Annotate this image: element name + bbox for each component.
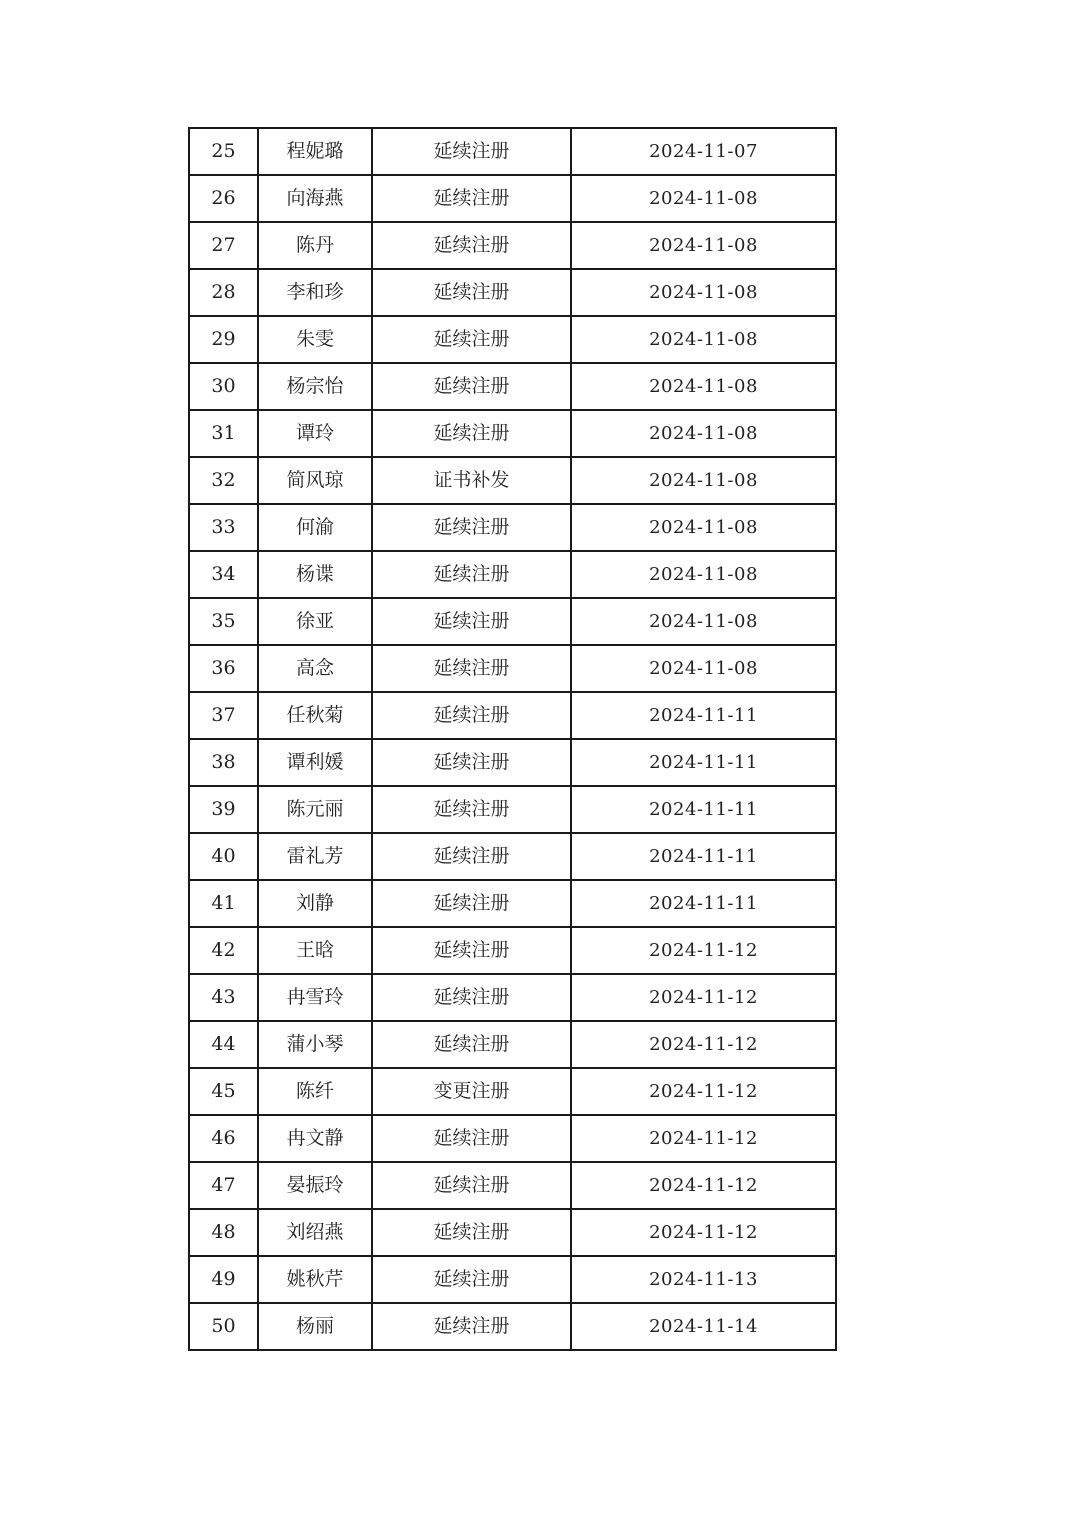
name-cell: 朱雯 <box>258 316 372 363</box>
registration-type-cell: 延续注册 <box>372 504 571 551</box>
date-cell: 2024-11-08 <box>571 222 836 269</box>
table-row <box>189 1209 836 1256</box>
registration-type-cell: 延续注册 <box>372 692 571 739</box>
table-row <box>189 457 836 504</box>
row-number-cell: 26 <box>189 175 258 222</box>
table-row <box>189 504 836 551</box>
row-number-cell: 37 <box>189 692 258 739</box>
date-cell: 2024-11-08 <box>571 316 836 363</box>
registration-type-cell: 延续注册 <box>372 833 571 880</box>
name-cell: 陈纤 <box>258 1068 372 1115</box>
row-number-cell: 30 <box>189 363 258 410</box>
table-row <box>189 692 836 739</box>
date-cell: 2024-11-12 <box>571 1209 836 1256</box>
date-cell: 2024-11-11 <box>571 739 836 786</box>
registration-type-cell: 延续注册 <box>372 645 571 692</box>
row-number-cell: 28 <box>189 269 258 316</box>
table-row <box>189 1256 836 1303</box>
date-cell: 2024-11-08 <box>571 504 836 551</box>
date-cell: 2024-11-07 <box>571 128 836 175</box>
row-number-cell: 44 <box>189 1021 258 1068</box>
table-row <box>189 880 836 927</box>
date-cell: 2024-11-11 <box>571 833 836 880</box>
row-number-cell: 38 <box>189 739 258 786</box>
name-cell: 蒲小琴 <box>258 1021 372 1068</box>
row-number-cell: 27 <box>189 222 258 269</box>
row-number-cell: 49 <box>189 1256 258 1303</box>
row-number-cell: 33 <box>189 504 258 551</box>
row-number-cell: 36 <box>189 645 258 692</box>
name-cell: 王晗 <box>258 927 372 974</box>
row-number-cell: 41 <box>189 880 258 927</box>
table-row <box>189 175 836 222</box>
row-number-cell: 34 <box>189 551 258 598</box>
registration-type-cell: 延续注册 <box>372 1162 571 1209</box>
registration-type-cell: 延续注册 <box>372 598 571 645</box>
registration-type-cell: 变更注册 <box>372 1068 571 1115</box>
table-row <box>189 927 836 974</box>
date-cell: 2024-11-12 <box>571 1115 836 1162</box>
registration-type-cell: 延续注册 <box>372 1303 571 1350</box>
name-cell: 杨丽 <box>258 1303 372 1350</box>
registration-type-cell: 延续注册 <box>372 551 571 598</box>
name-cell: 杨宗怡 <box>258 363 372 410</box>
name-cell: 谭玲 <box>258 410 372 457</box>
registration-type-cell: 延续注册 <box>372 269 571 316</box>
row-number-cell: 46 <box>189 1115 258 1162</box>
registration-type-cell: 证书补发 <box>372 457 571 504</box>
table-row <box>189 222 836 269</box>
date-cell: 2024-11-12 <box>571 1068 836 1115</box>
registration-type-cell: 延续注册 <box>372 128 571 175</box>
name-cell: 任秋菊 <box>258 692 372 739</box>
row-number-cell: 42 <box>189 927 258 974</box>
table-row <box>189 269 836 316</box>
date-cell: 2024-11-08 <box>571 410 836 457</box>
name-cell: 徐亚 <box>258 598 372 645</box>
date-cell: 2024-11-11 <box>571 786 836 833</box>
table-row <box>189 551 836 598</box>
row-number-cell: 43 <box>189 974 258 1021</box>
registration-type-cell: 延续注册 <box>372 880 571 927</box>
date-cell: 2024-11-08 <box>571 457 836 504</box>
name-cell: 晏振玲 <box>258 1162 372 1209</box>
name-cell: 杨谍 <box>258 551 372 598</box>
name-cell: 高念 <box>258 645 372 692</box>
date-cell: 2024-11-12 <box>571 927 836 974</box>
name-cell: 向海燕 <box>258 175 372 222</box>
date-cell: 2024-11-11 <box>571 880 836 927</box>
registration-type-cell: 延续注册 <box>372 175 571 222</box>
row-number-cell: 32 <box>189 457 258 504</box>
name-cell: 陈元丽 <box>258 786 372 833</box>
name-cell: 冉雪玲 <box>258 974 372 1021</box>
name-cell: 刘静 <box>258 880 372 927</box>
row-number-cell: 31 <box>189 410 258 457</box>
name-cell: 冉文静 <box>258 1115 372 1162</box>
registration-type-cell: 延续注册 <box>372 1209 571 1256</box>
row-number-cell: 35 <box>189 598 258 645</box>
date-cell: 2024-11-08 <box>571 645 836 692</box>
date-cell: 2024-11-14 <box>571 1303 836 1350</box>
table-row <box>189 128 836 175</box>
registration-type-cell: 延续注册 <box>372 316 571 363</box>
table-row <box>189 833 836 880</box>
registration-type-cell: 延续注册 <box>372 739 571 786</box>
date-cell: 2024-11-08 <box>571 551 836 598</box>
row-number-cell: 29 <box>189 316 258 363</box>
registration-type-cell: 延续注册 <box>372 927 571 974</box>
name-cell: 简风琼 <box>258 457 372 504</box>
table-row <box>189 1162 836 1209</box>
table-row <box>189 1115 836 1162</box>
table-row <box>189 739 836 786</box>
registration-type-cell: 延续注册 <box>372 1021 571 1068</box>
registration-type-cell: 延续注册 <box>372 363 571 410</box>
date-cell: 2024-11-12 <box>571 1021 836 1068</box>
registration-type-cell: 延续注册 <box>372 1115 571 1162</box>
name-cell: 刘绍燕 <box>258 1209 372 1256</box>
date-cell: 2024-11-08 <box>571 269 836 316</box>
date-cell: 2024-11-08 <box>571 363 836 410</box>
row-number-cell: 47 <box>189 1162 258 1209</box>
table-row <box>189 645 836 692</box>
date-cell: 2024-11-08 <box>571 175 836 222</box>
row-number-cell: 25 <box>189 128 258 175</box>
date-cell: 2024-11-12 <box>571 974 836 1021</box>
table-row <box>189 363 836 410</box>
registration-table <box>188 127 837 1351</box>
date-cell: 2024-11-11 <box>571 692 836 739</box>
name-cell: 姚秋芹 <box>258 1256 372 1303</box>
table-row <box>189 598 836 645</box>
registration-type-cell: 延续注册 <box>372 410 571 457</box>
date-cell: 2024-11-13 <box>571 1256 836 1303</box>
table-row <box>189 316 836 363</box>
table-row <box>189 1303 836 1350</box>
registration-table-body <box>189 128 836 1350</box>
registration-type-cell: 延续注册 <box>372 1256 571 1303</box>
row-number-cell: 39 <box>189 786 258 833</box>
row-number-cell: 40 <box>189 833 258 880</box>
registration-type-cell: 延续注册 <box>372 974 571 1021</box>
table-row <box>189 1068 836 1115</box>
date-cell: 2024-11-12 <box>571 1162 836 1209</box>
name-cell: 雷礼芳 <box>258 833 372 880</box>
name-cell: 李和珍 <box>258 269 372 316</box>
table-row <box>189 974 836 1021</box>
name-cell: 程妮璐 <box>258 128 372 175</box>
registration-type-cell: 延续注册 <box>372 222 571 269</box>
row-number-cell: 45 <box>189 1068 258 1115</box>
row-number-cell: 48 <box>189 1209 258 1256</box>
name-cell: 何渝 <box>258 504 372 551</box>
date-cell: 2024-11-08 <box>571 598 836 645</box>
name-cell: 陈丹 <box>258 222 372 269</box>
name-cell: 谭利媛 <box>258 739 372 786</box>
table-row <box>189 786 836 833</box>
table-row <box>189 410 836 457</box>
registration-type-cell: 延续注册 <box>372 786 571 833</box>
row-number-cell: 50 <box>189 1303 258 1350</box>
table-row <box>189 1021 836 1068</box>
